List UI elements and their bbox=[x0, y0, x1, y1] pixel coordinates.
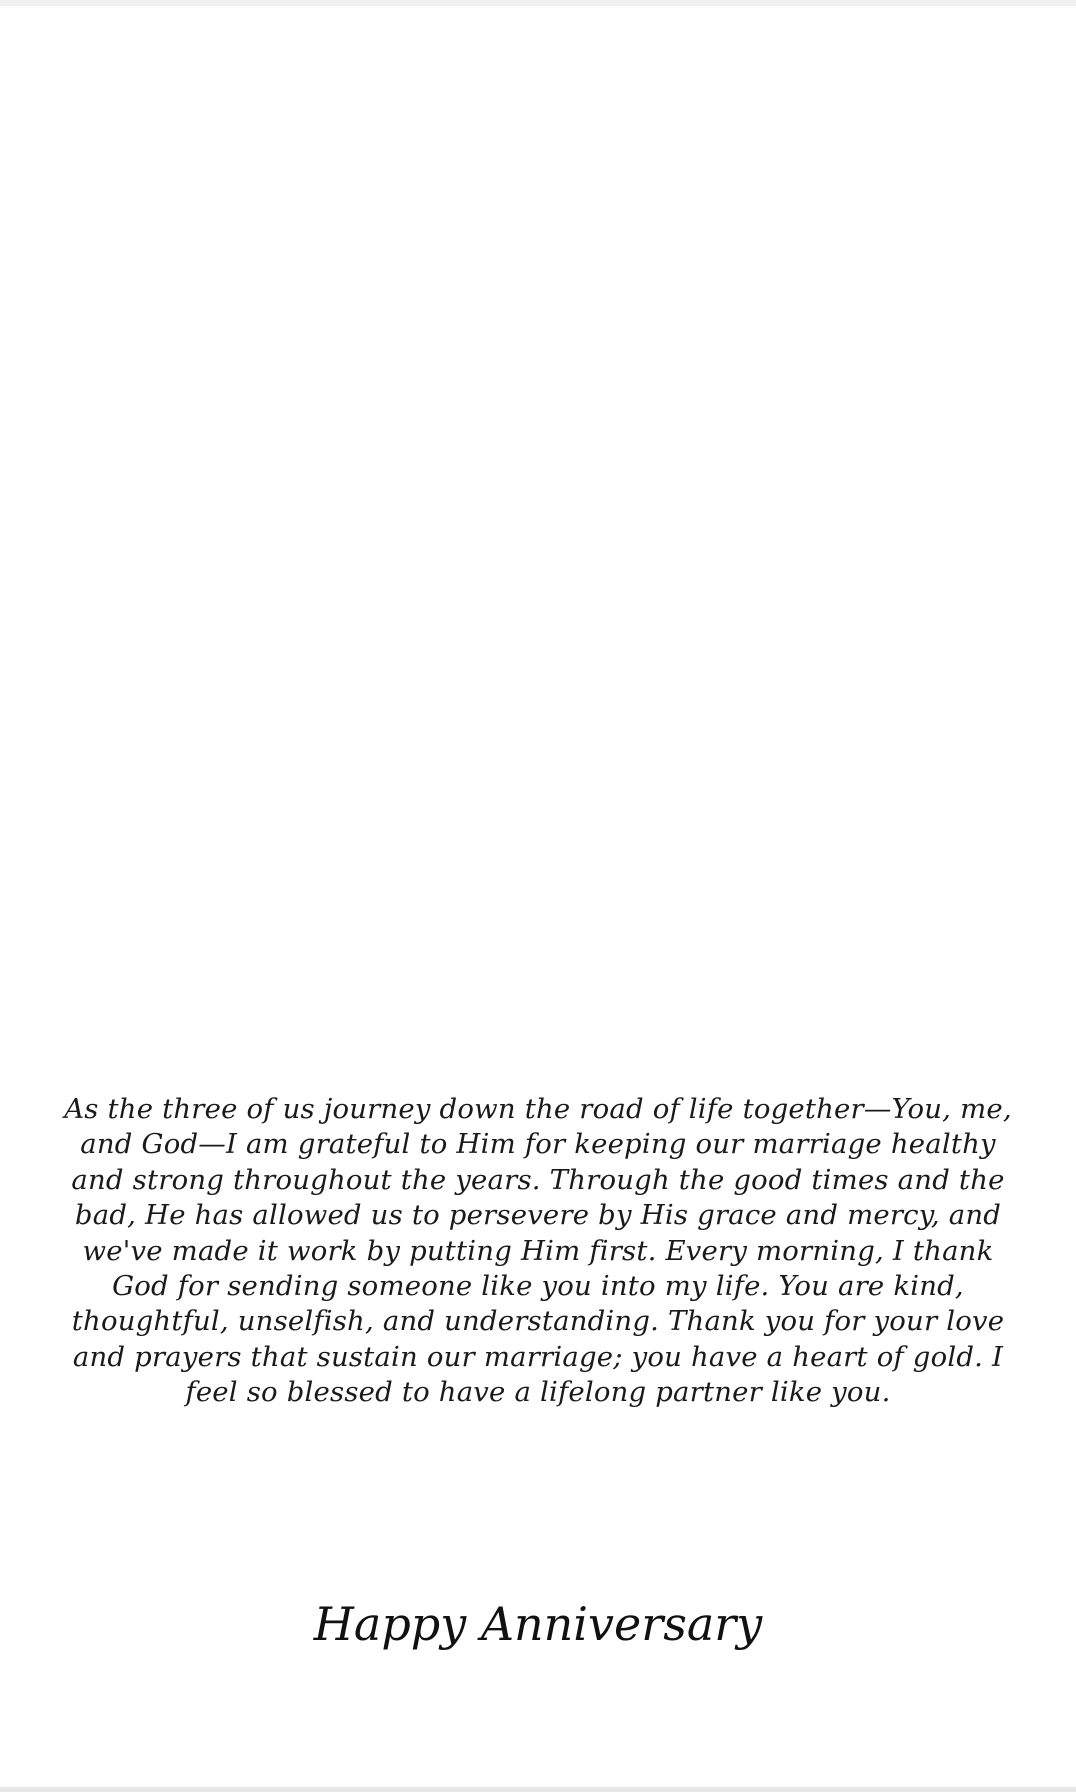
card-page bbox=[0, 6, 1076, 1787]
bottom-page-edge bbox=[0, 1787, 1076, 1792]
card-closing-title: Happy Anniversary bbox=[313, 1597, 763, 1651]
card-message: As the three of us journey down the road of life together—You, me, and God—I am grateful to Him for keeping our marriage healthy and strong throughout the years. Through the good times and the bad, He has allowed us to persevere by His grace and mercy, and we've made it work by putting Him first. Every morning, I thank God for sending someone like you into my life. You are kind, thoughtful, unselfish, and understanding. Thank you for your love and prayers that sustain our marriage; you have a heart of gold. I feel so blessed to have a lifelong partner like you. bbox=[64, 1093, 1012, 1409]
